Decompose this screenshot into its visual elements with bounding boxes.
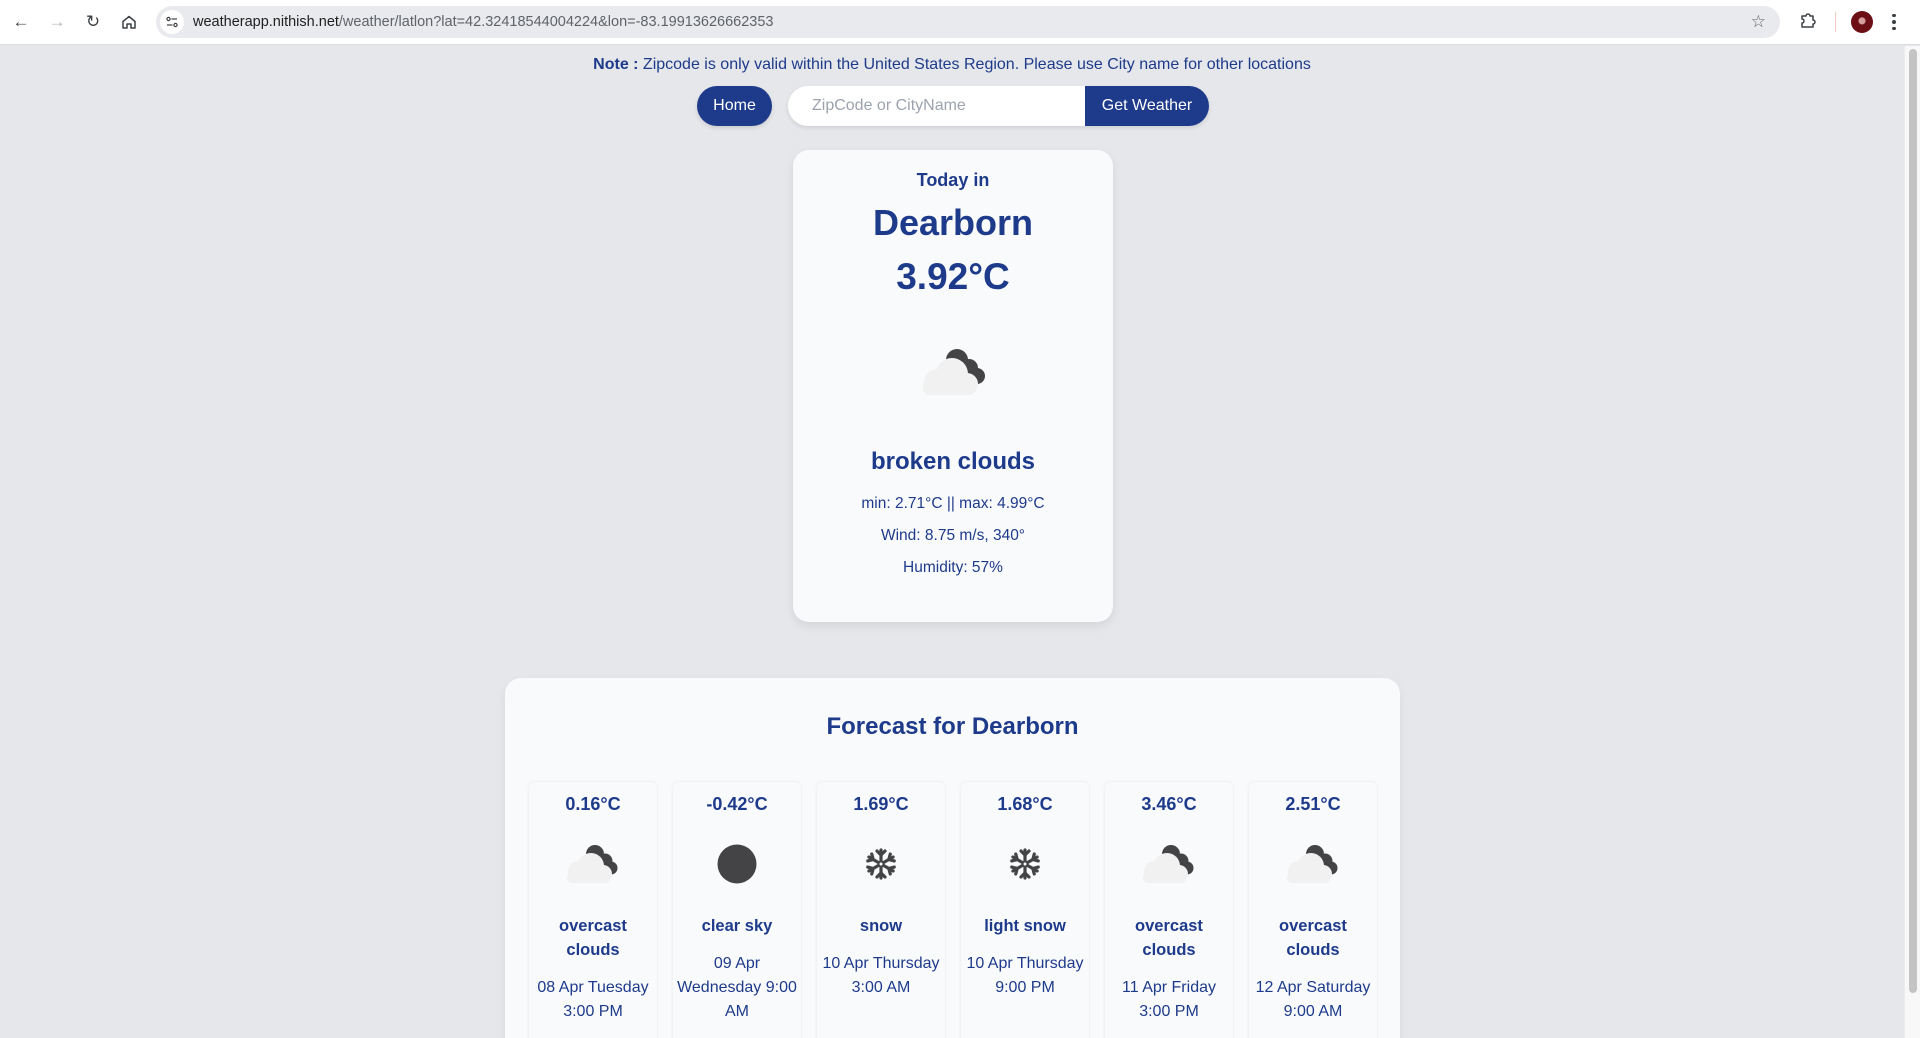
- forecast-temperature: 0.16°C: [565, 794, 621, 814]
- forecast-card: [529, 782, 657, 1038]
- note-text: Zipcode is only valid within the United States Region. Please use City name for other locations: [638, 56, 1311, 73]
- forward-arrow-icon[interactable]: →: [48, 12, 66, 31]
- overcast-clouds-icon: [1105, 842, 1233, 886]
- forecast-description: light snow: [984, 917, 1066, 935]
- forecast-temperature: 1.68°C: [997, 794, 1053, 814]
- forecast-temperature: 2.51°C: [1285, 794, 1341, 814]
- search-bar: [697, 86, 1209, 126]
- city-name: Dearborn: [872, 202, 1034, 243]
- forecast-temperature: -0.42°C: [706, 794, 768, 814]
- today-label: Today in: [916, 170, 990, 190]
- bookmark-star-icon[interactable]: ☆: [1750, 12, 1766, 31]
- weather-description: broken clouds: [870, 448, 1036, 475]
- snow-icon: [817, 842, 945, 886]
- wind-info: Wind: 8.75 m/s, 340°: [880, 527, 1026, 544]
- forecast-card: [1249, 782, 1377, 1038]
- clear-sky-icon: [673, 842, 801, 886]
- forecast-datetime: 10 Apr Thursday 9:00 PM: [966, 955, 1084, 996]
- browser-toolbar: [0, 0, 1920, 45]
- scrollbar-thumb[interactable]: [1909, 49, 1917, 993]
- back-arrow-icon[interactable]: ←: [12, 12, 30, 31]
- forecast-list: [529, 782, 1377, 1038]
- forecast-datetime: 08 Apr Tuesday 3:00 PM: [537, 979, 649, 1020]
- home-button[interactable]: Home: [697, 86, 772, 126]
- forecast-datetime: 12 Apr Saturday 9:00 AM: [1255, 979, 1371, 1020]
- toolbar-separator: [1835, 12, 1836, 32]
- forecast-description: snow: [859, 917, 903, 935]
- forecast-temperature: 1.69°C: [853, 794, 909, 814]
- forecast-description: overcast clouds: [1279, 917, 1347, 959]
- overcast-clouds-icon: [529, 842, 657, 886]
- profile-avatar[interactable]: [1851, 11, 1873, 33]
- current-weather-card: [793, 150, 1113, 622]
- forecast-section: [505, 678, 1400, 1038]
- zipcode-note: [0, 56, 1904, 74]
- forecast-datetime: 10 Apr Thursday 3:00 AM: [822, 955, 940, 996]
- page-scrollbar[interactable]: [1904, 46, 1920, 1038]
- url-host: weatherapp.nithish.net: [193, 14, 339, 30]
- extensions-puzzle-icon[interactable]: [1797, 10, 1819, 32]
- get-weather-button[interactable]: Get Weather: [1085, 86, 1209, 126]
- search-group: [788, 86, 1209, 126]
- reload-icon[interactable]: ↻: [85, 12, 101, 31]
- location-search-input[interactable]: [788, 86, 1085, 126]
- forecast-card: [817, 782, 945, 1038]
- forecast-temperature: 3.46°C: [1141, 794, 1197, 814]
- url-text[interactable]: [193, 14, 774, 30]
- forecast-card: [961, 782, 1089, 1038]
- forecast-description: overcast clouds: [559, 917, 627, 959]
- humidity-info: Humidity: 57%: [903, 559, 1003, 576]
- site-info-icon[interactable]: [160, 10, 184, 34]
- note-label: Note :: [593, 56, 639, 73]
- forecast-card: [1105, 782, 1233, 1038]
- forecast-description: clear sky: [701, 917, 773, 935]
- min-max-temperature: min: 2.71°C || max: 4.99°C: [861, 495, 1045, 512]
- address-bar[interactable]: [156, 6, 1780, 38]
- url-path: /weather/latlon?lat=42.32418544004224&lon=-83.19913626662353: [338, 14, 774, 30]
- broken-clouds-icon: [917, 346, 993, 398]
- current-temperature: 3.92°C: [896, 256, 1010, 297]
- overcast-clouds-icon: [1249, 842, 1377, 886]
- forecast-datetime: 09 Apr Wednesday 9:00 AM: [677, 955, 797, 1020]
- home-icon[interactable]: [118, 11, 140, 33]
- snow-icon: [961, 842, 1089, 886]
- forecast-description: overcast clouds: [1135, 917, 1203, 959]
- forecast-card: [673, 782, 801, 1038]
- forecast-datetime: 11 Apr Friday 3:00 PM: [1122, 979, 1216, 1020]
- forecast-title: Forecast for Dearborn: [826, 713, 1079, 740]
- kebab-menu-icon[interactable]: [1888, 10, 1900, 34]
